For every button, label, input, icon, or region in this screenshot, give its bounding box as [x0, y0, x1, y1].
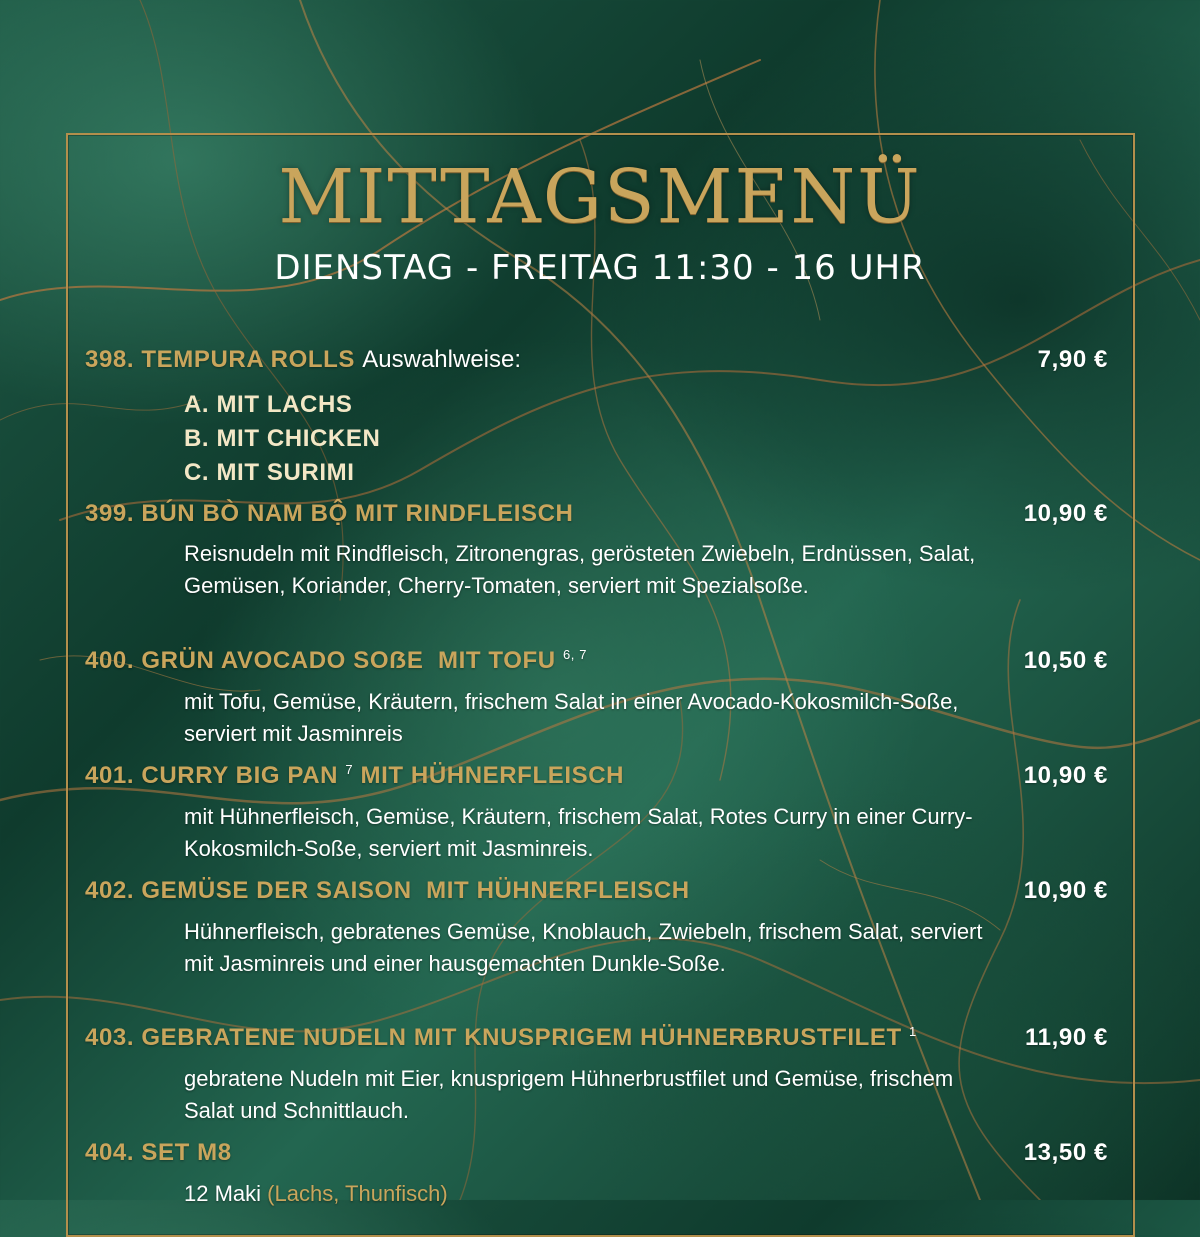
item-description: mit Hühnerfleisch, Gemüse, Kräutern, frischem Salat, Rotes Curry in einer Curry-Kokosmilch-Soße, serviert mit Jasminreis. — [184, 804, 973, 861]
option-item: B. MIT CHICKEN — [184, 425, 381, 452]
option-item: C. MIT SURIMI — [184, 459, 355, 486]
allergen-note: 6, 7 — [562, 647, 588, 662]
menu-item-398 — [85, 346, 1108, 374]
menu-item-399 — [85, 500, 1108, 528]
item-description: Reisnudeln mit Rindfleisch, Zitronengras, gerösteten Zwiebeln, Erdnüssen, Salat, Gemüsen, Koriander, Cherry-Tomaten, serviert mit Spezialsoße. — [184, 541, 976, 598]
menu-item-400 — [85, 647, 1108, 675]
allergen-note: 1 — [909, 1024, 917, 1039]
item-price: 10,90 € — [1023, 877, 1108, 904]
item-description: Hühnerfleisch, gebratenes Gemüse, Knoblauch, Zwiebeln, frischem Salat, serviert mit Jasminreis und einer hausgemachten Dunkle-Soße. — [184, 919, 983, 976]
item-price: 10,90 € — [1023, 762, 1108, 789]
opening-hours: DIENSTAG - FREITAG 11:30 - 16 UHR — [274, 248, 926, 288]
item-options — [184, 388, 380, 490]
item-name: 400. GRÜN AVOCADO SOẞE MIT TOFU $^{6, 7}$ — [85, 647, 588, 674]
item-note: Auswahlweise: — [362, 346, 522, 373]
menu-item-403 — [85, 1024, 1108, 1052]
item-name: 401. CURRY BIG PAN $^7$ MIT HÜHNERFLEISCH — [85, 762, 625, 789]
menu-item-402 — [85, 877, 1108, 905]
item-name: 403. GEBRATENE NUDELN MIT KNUSPRIGEM HÜHNERBRUSTFILET $^1$ — [85, 1024, 917, 1051]
item-price: 7,90 € — [1037, 346, 1108, 373]
option-item: A. MIT LACHS — [184, 391, 353, 418]
menu-title: MITTAGSMENÜ — [278, 154, 922, 240]
menu-item-401 — [85, 762, 1108, 790]
item-description: gebratene Nudeln mit Eier, knusprigem Hühnerbrustfilet und Gemüse, frischem Salat und Schnittlauch. — [184, 1066, 954, 1123]
item-name: 398. TEMPURA ROLLS Auswahlweise: — [85, 346, 522, 373]
item-name: 402. GEMÜSE DER SAISON MIT HÜHNERFLEISCH — [85, 877, 690, 904]
menu-item-404 — [85, 1139, 1108, 1167]
item-description: mit Tofu, Gemüse, Kräutern, frischem Salat in einer Avocado-Kokosmilch-Soße, serviert mit Jasminreis — [184, 689, 959, 746]
item-price: 10,90 € — [1023, 500, 1108, 527]
item-description: 12 Maki (Lachs, Thunfisch) — [184, 1181, 448, 1206]
item-price: 11,90 € — [1025, 1024, 1108, 1051]
allergen-note: 7 — [345, 762, 354, 777]
item-name: 404. SET M8 — [85, 1139, 232, 1166]
item-price: 10,50 € — [1023, 647, 1108, 674]
item-name: 399. BÚN BÒ NAM BỘ MIT RINDFLEISCH — [85, 500, 574, 527]
item-price: 13,50 € — [1023, 1139, 1108, 1166]
